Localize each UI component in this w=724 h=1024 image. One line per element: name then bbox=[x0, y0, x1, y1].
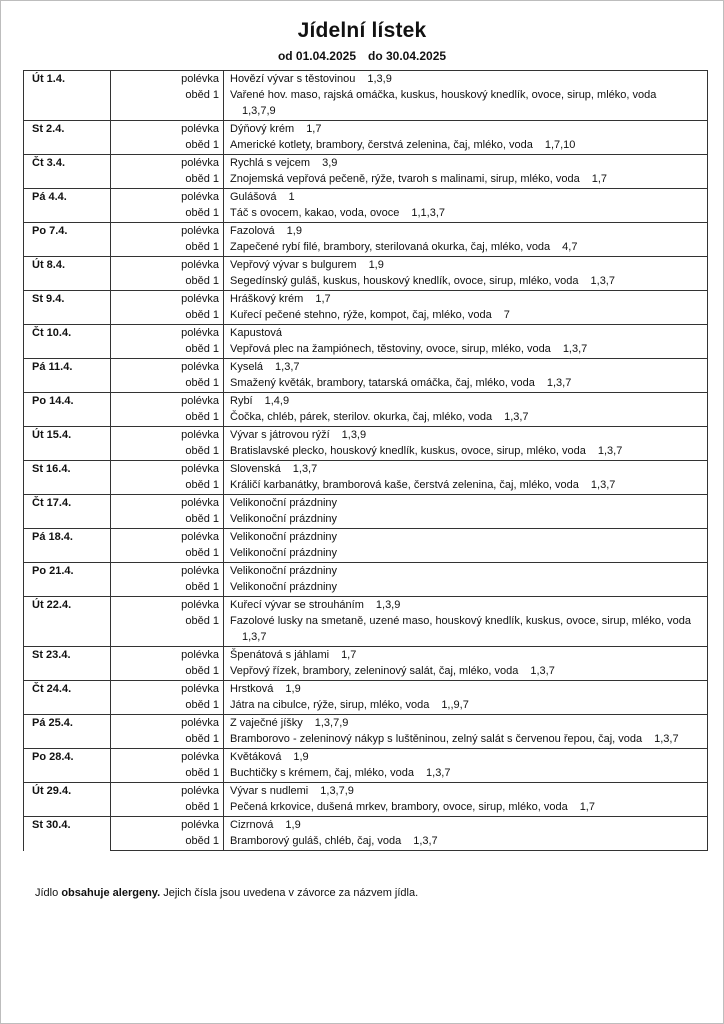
day-date: Po 7.4. bbox=[24, 223, 111, 257]
lunch-label: oběd 1 bbox=[185, 767, 219, 779]
soup-name: Rybí bbox=[230, 395, 253, 407]
soup-cell bbox=[224, 189, 708, 206]
soup-label: polévka bbox=[111, 325, 224, 342]
lunch-name: Velikonoční prázdniny bbox=[230, 513, 338, 525]
menu-day-lunch-row bbox=[24, 545, 708, 563]
day-date: Pá 18.4. bbox=[24, 529, 111, 563]
lunch-allergens: 1,1,3,7 bbox=[411, 207, 446, 219]
soup-name: Kapustová bbox=[230, 327, 282, 339]
menu-day-soup-row bbox=[24, 325, 708, 342]
menu-day-soup-row bbox=[24, 715, 708, 732]
menu-day-soup-row bbox=[24, 121, 708, 138]
menu-day-lunch-row bbox=[24, 205, 708, 223]
soup-cell bbox=[224, 783, 708, 800]
lunch-cell bbox=[224, 731, 708, 749]
soup-label: polévka bbox=[111, 291, 224, 308]
soup-cell bbox=[224, 291, 708, 308]
menu-day-lunch-row bbox=[24, 731, 708, 749]
menu-day-soup-row bbox=[24, 359, 708, 376]
day-date: Čt 10.4. bbox=[24, 325, 111, 359]
menu-day-soup-row bbox=[24, 155, 708, 172]
soup-name: Vepřový vývar s bulgurem bbox=[230, 259, 357, 271]
soup-cell bbox=[224, 359, 708, 376]
day-date: Po 14.4. bbox=[24, 393, 111, 427]
lunch-cell bbox=[224, 697, 708, 715]
lunch-name: Velikonoční prázdniny bbox=[230, 581, 338, 593]
soup-name: Dýňový krém bbox=[230, 123, 295, 135]
lunch-label: oběd 1 bbox=[185, 547, 219, 559]
lunch-cell bbox=[224, 409, 708, 427]
soup-allergens: 3,9 bbox=[322, 157, 338, 169]
soup-allergens: 1,3,9 bbox=[375, 599, 401, 611]
lunch-cell bbox=[224, 307, 708, 325]
lunch-allergens: 1,3,7,9 bbox=[242, 105, 276, 117]
menu-day-lunch-row bbox=[24, 613, 708, 647]
soup-allergens: 1,9 bbox=[285, 819, 301, 831]
lunch-label: oběd 1 bbox=[185, 89, 219, 101]
lunch-cell bbox=[224, 87, 708, 121]
soup-cell bbox=[224, 749, 708, 766]
soup-label: polévka bbox=[111, 189, 224, 206]
lunch-cell bbox=[224, 273, 708, 291]
soup-allergens: 1,9 bbox=[285, 683, 301, 695]
lunch-allergens: 1,3,7 bbox=[413, 835, 438, 847]
lunch-label: oběd 1 bbox=[185, 275, 219, 287]
lunch-allergens: 1,3,7 bbox=[654, 733, 679, 745]
soup-name: Hovězí vývar s těstovinou bbox=[230, 73, 356, 85]
lunch-allergens: 1,7,10 bbox=[544, 139, 576, 151]
lunch-cell bbox=[224, 205, 708, 223]
soup-label: polévka bbox=[111, 749, 224, 766]
menu-day-soup-row bbox=[24, 817, 708, 834]
lunch-allergens: 1,3,7 bbox=[590, 275, 615, 287]
day-date: St 2.4. bbox=[24, 121, 111, 155]
menu-day-soup-row bbox=[24, 783, 708, 800]
lunch-allergens: 1,7 bbox=[579, 801, 595, 813]
soup-cell bbox=[224, 155, 708, 172]
soup-name: Fazolová bbox=[230, 225, 275, 237]
menu-period bbox=[1, 49, 723, 63]
soup-label: polévka bbox=[111, 495, 224, 512]
soup-allergens: 1,3,7,9 bbox=[320, 785, 354, 797]
lunch-name: Fazolové lusky na smetaně, uzené maso, houskový knedlík, kuskus, ovoce, sirup, mléko, voda bbox=[230, 615, 692, 627]
menu-day-soup-row bbox=[24, 681, 708, 698]
soup-allergens: 1,7 bbox=[306, 123, 322, 135]
soup-cell bbox=[224, 393, 708, 410]
lunch-label: oběd 1 bbox=[185, 139, 219, 151]
soup-label: polévka bbox=[111, 563, 224, 580]
lunch-label: oběd 1 bbox=[185, 343, 219, 355]
day-date: Pá 4.4. bbox=[24, 189, 111, 223]
soup-name: Špenátová s jáhlami bbox=[230, 649, 330, 661]
lunch-name: Vepřová plec na žampiónech, těstoviny, ovoce, sirup, mléko, voda bbox=[230, 343, 551, 355]
soup-name: Květáková bbox=[230, 751, 282, 763]
allergen-note-part1: Jídlo bbox=[35, 887, 59, 899]
lunch-name: Bratislavské plecko, houskový knedlík, kuskus, ovoce, sirup, mléko, voda bbox=[230, 445, 586, 457]
lunch-name: Játra na cibulce, rýže, sirup, mléko, voda bbox=[230, 699, 430, 711]
soup-label: polévka bbox=[111, 359, 224, 376]
soup-allergens: 1,9 bbox=[286, 225, 302, 237]
menu-day-soup-row bbox=[24, 257, 708, 274]
lunch-label: oběd 1 bbox=[185, 377, 219, 389]
page-title: Jídelní lístek bbox=[297, 19, 427, 42]
soup-label: polévka bbox=[111, 783, 224, 800]
soup-name: Velikonoční prázdniny bbox=[230, 531, 338, 543]
lunch-allergens: 1,3,7 bbox=[590, 479, 616, 491]
menu-day-lunch-row bbox=[24, 137, 708, 155]
soup-name: Slovenská bbox=[230, 463, 281, 475]
soup-cell bbox=[224, 597, 708, 614]
day-date: Út 15.4. bbox=[24, 427, 111, 461]
day-date: Pá 11.4. bbox=[24, 359, 111, 393]
lunch-label: oběd 1 bbox=[185, 581, 219, 593]
soup-allergens: 1,4,9 bbox=[264, 395, 290, 407]
soup-allergens: 1,3,7 bbox=[275, 361, 300, 373]
menu-table bbox=[23, 70, 708, 851]
day-date: St 23.4. bbox=[24, 647, 111, 681]
lunch-cell bbox=[224, 613, 708, 647]
lunch-label: oběd 1 bbox=[185, 241, 219, 253]
soup-label: polévka bbox=[111, 121, 224, 138]
allergen-note bbox=[35, 887, 418, 899]
soup-label: polévka bbox=[111, 681, 224, 698]
soup-label: polévka bbox=[111, 597, 224, 614]
menu-day-soup-row bbox=[24, 71, 708, 88]
menu-day-lunch-row bbox=[24, 239, 708, 257]
lunch-cell bbox=[224, 799, 708, 817]
lunch-label: oběd 1 bbox=[185, 513, 219, 525]
lunch-name: Znojemská vepřová pečeně, rýže, tvaroh s malinami, sirup, mléko, voda bbox=[230, 173, 580, 185]
lunch-name: Americké kotlety, brambory, čerstvá zelenina, čaj, mléko, voda bbox=[230, 139, 533, 151]
period-from: od 01.04.2025 bbox=[277, 49, 356, 63]
soup-name: Gulášová bbox=[230, 191, 277, 203]
menu-day-lunch-row bbox=[24, 341, 708, 359]
day-date: St 9.4. bbox=[24, 291, 111, 325]
day-date: St 16.4. bbox=[24, 461, 111, 495]
menu-day-lunch-row bbox=[24, 799, 708, 817]
lunch-allergens: 1,3,7 bbox=[597, 445, 623, 457]
menu-day-lunch-row bbox=[24, 409, 708, 427]
lunch-label: oběd 1 bbox=[185, 479, 219, 491]
day-date: Čt 3.4. bbox=[24, 155, 111, 189]
lunch-cell bbox=[224, 765, 708, 783]
lunch-cell bbox=[224, 443, 708, 461]
lunch-allergens: 1,7 bbox=[591, 173, 608, 185]
lunch-name: Čočka, chléb, párek, sterilov. okurka, čaj, mléko, voda bbox=[230, 411, 493, 423]
menu-day-lunch-row bbox=[24, 579, 708, 597]
soup-cell bbox=[224, 681, 708, 698]
soup-cell bbox=[224, 257, 708, 274]
lunch-label: oběd 1 bbox=[185, 411, 219, 423]
lunch-allergens: 1,3,7 bbox=[504, 411, 529, 423]
soup-label: polévka bbox=[111, 461, 224, 478]
lunch-name: Vepřový řízek, brambory, zeleninový salát, čaj, mléko, voda bbox=[230, 665, 519, 677]
menu-day-lunch-row bbox=[24, 443, 708, 461]
menu-day-soup-row bbox=[24, 461, 708, 478]
lunch-allergens: 1,3,7 bbox=[242, 631, 267, 643]
allergen-note-bold: obsahuje alergeny. bbox=[61, 887, 161, 899]
lunch-cell bbox=[224, 239, 708, 257]
soup-name: Vývar s nudlemi bbox=[230, 785, 309, 797]
soup-cell bbox=[224, 461, 708, 478]
soup-name: Velikonoční prázdniny bbox=[230, 565, 338, 577]
day-date: Pá 25.4. bbox=[24, 715, 111, 749]
soup-cell bbox=[224, 71, 708, 88]
lunch-cell bbox=[224, 137, 708, 155]
lunch-label: oběd 1 bbox=[185, 699, 219, 711]
menu-day-soup-row bbox=[24, 529, 708, 546]
soup-name: Vývar s játrovou rýží bbox=[230, 429, 330, 441]
day-date: Út 8.4. bbox=[24, 257, 111, 291]
lunch-label: oběd 1 bbox=[185, 173, 219, 185]
menu-day-soup-row bbox=[24, 427, 708, 444]
lunch-label: oběd 1 bbox=[185, 801, 219, 813]
menu-day-lunch-row bbox=[24, 663, 708, 681]
lunch-name: Vařené hov. maso, rajská omáčka, kuskus, houskový knedlík, ovoce, sirup, mléko, voda bbox=[230, 89, 657, 101]
lunch-name: Segedínský guláš, kuskus, houskový knedlík, ovoce, sirup, mléko, voda bbox=[230, 275, 579, 287]
soup-cell bbox=[224, 325, 708, 342]
menu-day-soup-row bbox=[24, 563, 708, 580]
soup-name: Hráškový krém bbox=[230, 293, 304, 305]
soup-cell bbox=[224, 563, 708, 580]
soup-name: Z vaječné jíšky bbox=[230, 717, 303, 729]
soup-cell bbox=[224, 715, 708, 732]
lunch-cell bbox=[224, 341, 708, 359]
lunch-allergens: 7 bbox=[503, 309, 510, 321]
menu-day-soup-row bbox=[24, 495, 708, 512]
soup-allergens: 1,7 bbox=[315, 293, 331, 305]
lunch-name: Pečená krkovice, dušená mrkev, brambory, ovoce, sirup, mléko, voda bbox=[230, 801, 568, 813]
soup-cell bbox=[224, 121, 708, 138]
lunch-name: Bramborovo - zeleninový nákyp s luštěninou, zelný salát s červenou řepou, čaj, voda bbox=[230, 733, 643, 745]
soup-cell bbox=[224, 647, 708, 664]
lunch-label: oběd 1 bbox=[185, 309, 219, 321]
soup-label: polévka bbox=[111, 715, 224, 732]
soup-allergens: 1,7 bbox=[341, 649, 357, 661]
day-date: Út 29.4. bbox=[24, 783, 111, 817]
soup-allergens: 1 bbox=[288, 191, 295, 203]
lunch-cell bbox=[224, 663, 708, 681]
day-date: Po 21.4. bbox=[24, 563, 111, 597]
allergen-note-part3: Jejich čísla jsou uvedena v závorce za názvem jídla. bbox=[163, 887, 419, 899]
soup-allergens: 1,3,9 bbox=[367, 73, 392, 85]
lunch-name: Zapečené rybí filé, brambory, sterilovaná okurka, čaj, mléko, voda bbox=[230, 241, 551, 253]
soup-cell bbox=[224, 427, 708, 444]
lunch-cell bbox=[224, 511, 708, 529]
menu-day-soup-row bbox=[24, 749, 708, 766]
menu-day-soup-row bbox=[24, 189, 708, 206]
lunch-label: oběd 1 bbox=[185, 733, 219, 745]
menu-day-lunch-row bbox=[24, 477, 708, 495]
soup-label: polévka bbox=[111, 529, 224, 546]
soup-label: polévka bbox=[111, 427, 224, 444]
lunch-name: Králičí karbanátky, bramborová kaše, čerstvá zelenina, čaj, mléko, voda bbox=[230, 479, 579, 491]
soup-allergens: 1,3,7 bbox=[292, 463, 318, 475]
soup-name: Kyselá bbox=[230, 361, 264, 373]
lunch-cell bbox=[224, 579, 708, 597]
soup-label: polévka bbox=[111, 393, 224, 410]
soup-label: polévka bbox=[111, 647, 224, 664]
day-date: Čt 17.4. bbox=[24, 495, 111, 529]
lunch-label: oběd 1 bbox=[185, 615, 219, 627]
soup-cell bbox=[224, 817, 708, 834]
menu-day-lunch-row bbox=[24, 697, 708, 715]
soup-cell bbox=[224, 223, 708, 240]
soup-name: Kuřecí vývar se strouháním bbox=[230, 599, 364, 611]
soup-label: polévka bbox=[111, 223, 224, 240]
menu-day-soup-row bbox=[24, 291, 708, 308]
day-date: St 30.4. bbox=[24, 817, 111, 851]
lunch-allergens: 1,3,7 bbox=[546, 377, 572, 389]
soup-label: polévka bbox=[111, 155, 224, 172]
soup-name: Velikonoční prázdniny bbox=[230, 497, 338, 509]
menu-day-soup-row bbox=[24, 647, 708, 664]
lunch-allergens: 1,3,7 bbox=[530, 665, 555, 677]
menu-day-soup-row bbox=[24, 393, 708, 410]
lunch-label: oběd 1 bbox=[185, 207, 219, 219]
menu-day-lunch-row bbox=[24, 171, 708, 189]
lunch-cell bbox=[224, 477, 708, 495]
day-date: Út 22.4. bbox=[24, 597, 111, 647]
menu-day-lunch-row bbox=[24, 87, 708, 121]
soup-allergens: 1,9 bbox=[368, 259, 384, 271]
menu-day-soup-row bbox=[24, 597, 708, 614]
lunch-name: Smažený květák, brambory, tatarská omáčka, čaj, mléko, voda bbox=[230, 377, 535, 389]
lunch-cell bbox=[224, 545, 708, 563]
soup-allergens: 1,3,7,9 bbox=[314, 717, 349, 729]
lunch-name: Bramborový guláš, chléb, čaj, voda bbox=[230, 835, 402, 847]
lunch-cell bbox=[224, 375, 708, 393]
menu-day-lunch-row bbox=[24, 511, 708, 529]
menu-day-lunch-row bbox=[24, 307, 708, 325]
lunch-cell bbox=[224, 171, 708, 189]
soup-label: polévka bbox=[111, 817, 224, 834]
menu-day-lunch-row bbox=[24, 273, 708, 291]
soup-name: Rychlá s vejcem bbox=[230, 157, 311, 169]
lunch-allergens: 1,3,7 bbox=[426, 767, 451, 779]
menu-day-soup-row bbox=[24, 223, 708, 240]
soup-cell bbox=[224, 495, 708, 512]
lunch-cell bbox=[224, 833, 708, 851]
lunch-label: oběd 1 bbox=[185, 445, 219, 457]
menu-day-lunch-row bbox=[24, 375, 708, 393]
lunch-name: Velikonoční prázdniny bbox=[230, 547, 338, 559]
soup-name: Cizrnová bbox=[230, 819, 274, 831]
period-to: do 30.04.2025 bbox=[368, 49, 447, 63]
lunch-allergens: 1,3,7 bbox=[562, 343, 588, 355]
soup-allergens: 1,9 bbox=[293, 751, 309, 763]
lunch-name: Kuřecí pečené stehno, rýže, kompot, čaj, mléko, voda bbox=[230, 309, 492, 321]
day-date: Út 1.4. bbox=[24, 71, 111, 121]
lunch-label: oběd 1 bbox=[185, 665, 219, 677]
soup-name: Hrstková bbox=[230, 683, 274, 695]
lunch-name: Táč s ovocem, kakao, voda, ovoce bbox=[230, 207, 400, 219]
soup-cell bbox=[224, 529, 708, 546]
day-date: Čt 24.4. bbox=[24, 681, 111, 715]
soup-allergens: 1,3,9 bbox=[341, 429, 367, 441]
lunch-allergens: 4,7 bbox=[562, 241, 578, 253]
soup-label: polévka bbox=[111, 71, 224, 88]
menu-day-lunch-row bbox=[24, 765, 708, 783]
lunch-allergens: 1,,9,7 bbox=[441, 699, 469, 711]
menu-day-lunch-row bbox=[24, 833, 708, 851]
soup-label: polévka bbox=[111, 257, 224, 274]
day-date: Po 28.4. bbox=[24, 749, 111, 783]
lunch-label: oběd 1 bbox=[111, 833, 224, 851]
lunch-name: Buchtičky s krémem, čaj, mléko, voda bbox=[230, 767, 415, 779]
